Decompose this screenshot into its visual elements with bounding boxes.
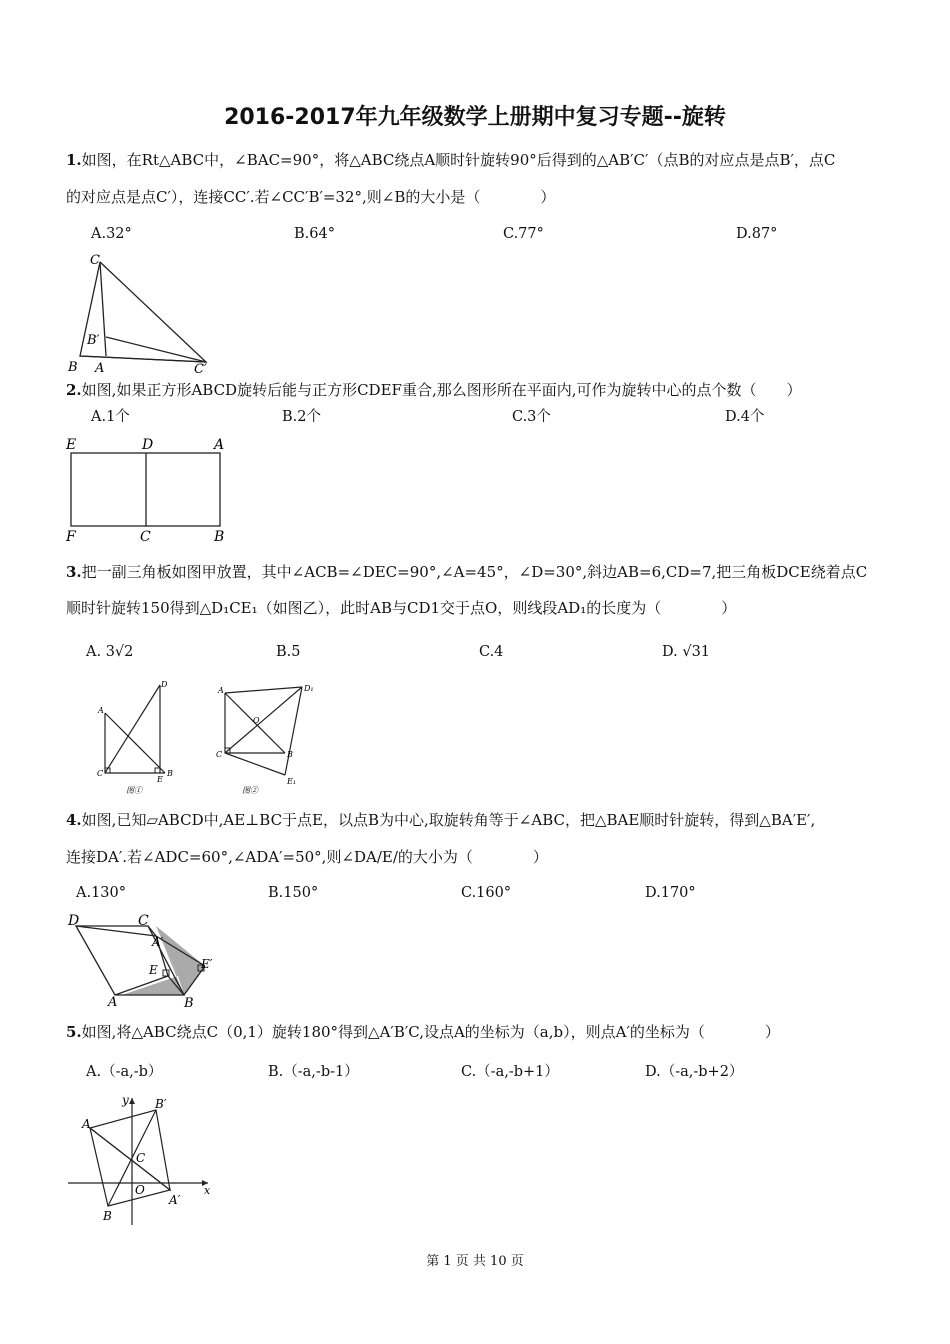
q1-label-b: B [68,360,78,375]
q3-fig2-label-e1: E₁ [287,777,297,786]
q1-option-b: B.64° [294,226,335,242]
q4-label-c: C [138,913,149,929]
q4-label-a-prime: A′ [152,935,164,949]
q2-squares-figure [60,434,235,546]
q5-option-c: C.（-a,-b+1） [461,1064,559,1080]
q5-option-d: D.（-a,-b+2） [645,1064,744,1080]
q4-option-d: D.170° [645,885,696,901]
q4-option-a: A.130° [76,885,127,901]
q3-fig1-caption: 图① [126,786,142,795]
question-4-line-1: 4.如图,已知▱ABCD中,AE⊥BC于点E，以点B为中心,取旋转角等于∠ABC，把△BAE顺时针旋转，得到△BA′E′, [66,811,816,829]
q1-label-c: C [90,253,100,268]
q4-option-b: B.150° [268,885,319,901]
question-4-line-2: 连接DA′.若∠ADC=60°,∠ADA′=50°,则∠DA/E/的大小为（ ） [66,848,548,866]
q2-option-d: D.4个 [725,409,765,425]
q3-fig1-label-b: B [167,769,173,778]
q5-label-b-prime: B′ [155,1097,167,1111]
question-3-line-2: 顺时针旋转150得到△D₁CE₁（如图乙），此时AB与CD1交于点O，则线段AD₁的长度为（ ） [66,599,737,617]
q3-fig1-label-c: C [97,769,104,778]
question-3-line-1: 3.把一副三角板如图甲放置，其中∠ACB=∠DEC=90°,∠A=45°，∠D=30°,斜边AB=6,CD=7,把三角板DCE绕着点C [66,563,868,581]
q3-fig1-label-d: D [161,680,168,689]
q1-triangle-figure [60,250,220,375]
q1-label-a: A [95,361,105,375]
q3-fig2-caption: 图② [242,786,258,795]
q3-fig2-label-b: B [287,750,293,759]
question-5-line-1: 5.如图,将△ABC绕点C（0,1）旋转180°得到△A′B′C,设点A的坐标为（a,b），则点A′的坐标为（ ） [66,1023,780,1041]
q3-fig2-label-d1: D₁ [304,684,314,693]
q5-label-y: y [122,1093,129,1107]
page-footer: 第 1 页 共 10 页 [426,1254,524,1269]
q3-option-a: A. 3√2 [86,644,134,660]
q2-label-f: F [66,529,76,545]
q2-option-c: C.3个 [512,409,551,425]
q4-option-c: C.160° [461,885,512,901]
q3-fig1-label-e: E [157,775,163,784]
q2-label-c: C [140,529,151,545]
q1-option-c: C.77° [503,226,544,242]
question-1-line-2: 的对应点是点C′），连接CC′.若∠CC′B′=32°,则∠B的大小是（ ） [66,188,556,206]
q2-label-e: E [66,437,77,453]
q4-label-e-prime: E′ [201,957,213,971]
question-2-line-1: 2.如图,如果正方形ABCD旋转后能与正方形CDEF重合,那么图形所在平面内,可作为旋转中心的点个数（ ） [66,381,802,399]
q4-label-a: A [108,995,118,1010]
q3-triangles-figure [90,675,330,800]
q3-fig2-label-o: O [253,716,260,725]
q5-coordinate-figure [60,1090,220,1230]
q5-option-b: B.（-a,-b-1） [268,1064,359,1080]
q4-label-d: D [68,913,80,929]
q1-label-c-prime: C′ [194,362,207,375]
q5-option-a: A.（-a,-b） [86,1064,163,1080]
q2-label-d: D [142,437,154,453]
q5-label-a: A [82,1117,91,1131]
q3-option-c: C.4 [479,644,504,660]
q1-option-a: A.32° [91,226,132,242]
q5-label-a-prime: A′ [169,1193,181,1207]
q1-option-d: D.87° [736,226,778,242]
q2-label-a: A [214,437,225,453]
q2-option-b: B.2个 [282,409,321,425]
q4-parallelogram-figure [60,910,220,1010]
q3-fig1-label-a: A [98,706,104,715]
q3-option-d: D. √31 [662,644,711,660]
q5-label-x: x [204,1184,211,1197]
q5-label-b: B [103,1209,112,1223]
q4-label-e: E [149,963,158,977]
q1-label-b-prime: B′ [87,333,100,348]
q3-option-b: B.5 [276,644,301,660]
q5-label-c: C [136,1151,146,1165]
q3-fig2-label-a: A [218,686,224,695]
q3-fig2-label-c: C [216,750,223,759]
q5-label-o: O [135,1183,145,1197]
q2-label-b: B [214,529,225,545]
page-title: 2016-2017年九年级数学上册期中复习专题--旋转 [224,105,726,130]
question-1-line-1: 1.如图，在Rt△ABC中，∠BAC=90°，将△ABC绕点A顺时针旋转90°后得到的△AB′C′（点B的对应点是点B′，点C [66,151,836,169]
q4-label-b: B [184,996,194,1010]
q2-option-a: A.1个 [91,409,130,425]
